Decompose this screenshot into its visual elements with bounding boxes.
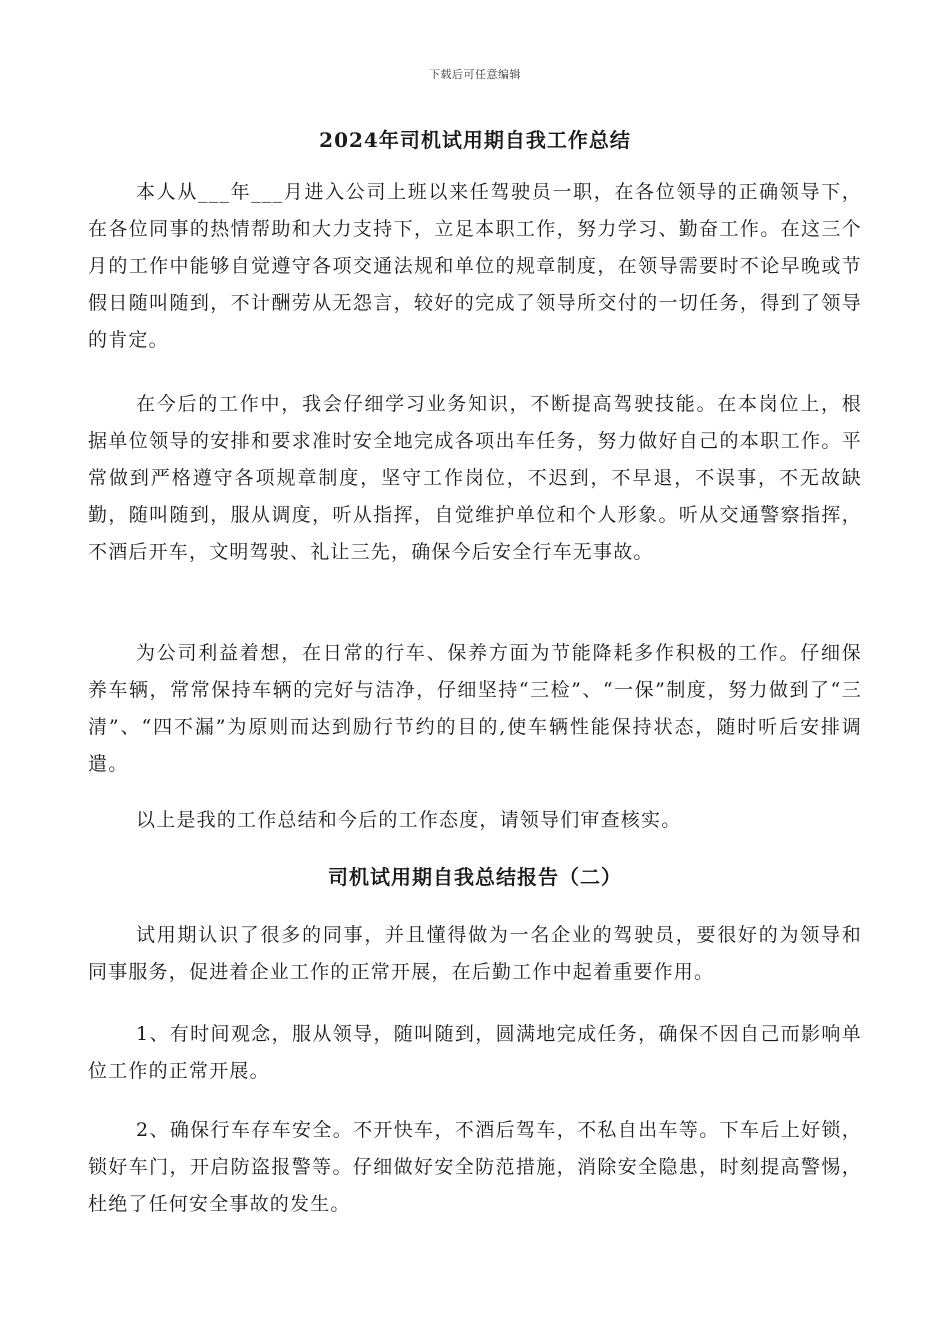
section-title: 司机试用期自我总结报告（二） [328, 865, 622, 889]
paragraph: 以上是我的工作总结和今后的工作态度，请领导们审查核实。 [136, 809, 682, 831]
paragraph: 本人从___年___月进入公司上班以来任驾驶员一职，在各位领导的正确领导下，在各位同事的热情帮助和大力支持下，立足本职工作，努力学习、勤奋工作。在这三个月的工作中能够自觉遵守各项交通法规和单位的规章制度，在领导需要时不论早晚或节假日随叫随到，不计酬劳从无怨言，较好的完成了领导所交付的一切任务，得到了领导的肯定。 [88, 181, 862, 351]
paragraph: 在今后的工作中，我会仔细学习业务知识，不断提高驾驶技能。在本岗位上，根据单位领导的安排和要求准时安全地完成各项出车任务，努力做好自己的本职工作。平常做到严格遵守各项规章制度，坚守工作岗位，不迟到，不早退，不误事，不无故缺勤，随叫随到，服从调度，听从指挥，自觉维护单位和个人形象。听从交通警察指挥，不酒后开车，文明驾驶、礼让三先，确保今后安全行车无事故。 [88, 393, 862, 563]
header-note: 下载后可任意编辑 [429, 68, 521, 81]
document-title: 2024年司机试用期自我工作总结 [319, 128, 631, 152]
paragraph: 1、有时间观念，服从领导，随叫随到，圆满地完成任务，确保不因自己而影响单位工作的正常开展。 [88, 1023, 862, 1082]
paragraph: 2、确保行车存车安全。不开快车，不酒后驾车，不私自出车等。下车后上好锁，锁好车门，开启防盗报警等。仔细做好安全防范措施，消除安全隐患，时刻提高警惕，杜绝了任何安全事故的发生。 [88, 1119, 862, 1215]
paragraph: 试用期认识了很多的同事，并且懂得做为一名企业的驾驶员，要很好的为领导和同事服务，促进着企业工作的正常开展，在后勤工作中起着重要作用。 [88, 924, 862, 983]
paragraph: 为公司利益着想，在日常的行车、保养方面为节能降耗多作积极的工作。仔细保养车辆，常常保持车辆的完好与洁净，仔细坚持“三检”、“一保”制度，努力做到了“三清”、“四不漏”为原则而达到励行节约的目的,使车辆性能保持状态，随时听后安排调遣。 [88, 642, 862, 775]
